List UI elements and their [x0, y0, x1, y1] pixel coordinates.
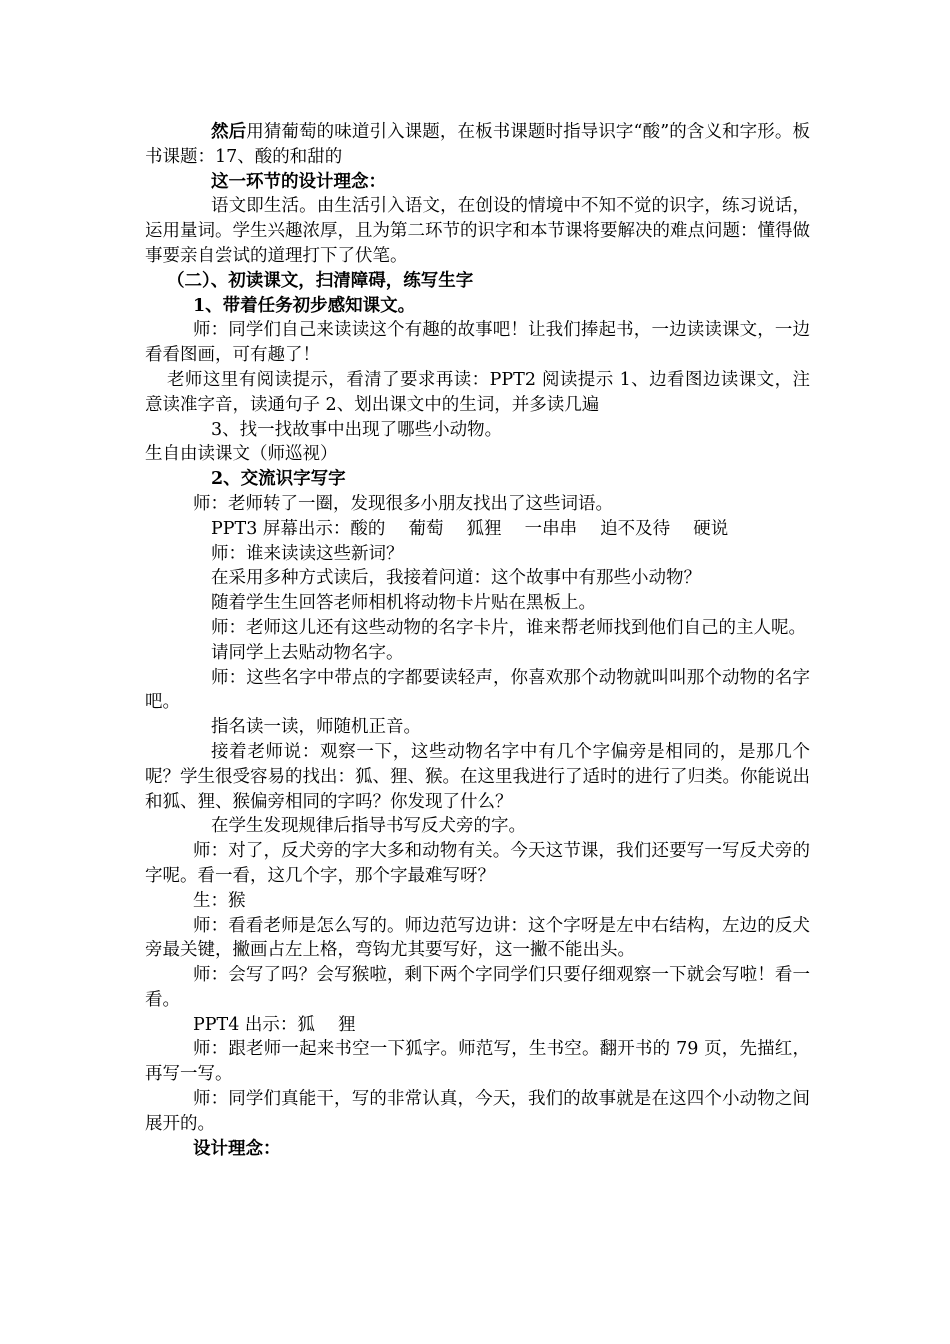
- paragraph: 师：会写了吗？会写猴啦，剩下两个字同学们只要仔细观察一下就会写啦！看一看。: [145, 965, 810, 1010]
- paragraph-lead: 然后: [211, 122, 247, 142]
- paragraph: 在学生发现规律后指导书写反犬旁的字。: [211, 816, 526, 837]
- document-page: [145, 120, 810, 1161]
- paragraph: 语文即生活。由生活引入语文，在创设的情境中不知不觉的识字，练习说话，运用量词。学生兴趣浓厚，且为第二环节的识字和本节课将要解决的难点问题：懂得做事要亲自尝试的道理打下了伏笔。: [145, 196, 810, 266]
- heading-design-concept: 这一环节的设计理念：: [211, 171, 386, 192]
- heading-design-concept: 设计理念：: [193, 1138, 281, 1159]
- paragraph: 师：老师这儿还有这些动物的名字卡片，谁来帮老师找到他们自己的主人呢。: [211, 617, 806, 638]
- subsection-heading: 2、交流识字写字: [211, 469, 346, 490]
- paragraph: 随着学生生回答老师相机将动物卡片贴在黑板上。: [211, 593, 596, 614]
- paragraph: 3、找一找故事中出现了哪些小动物。: [211, 419, 503, 440]
- paragraph: 师：同学们自己来读读这个有趣的故事吧！让我们捧起书，一边读读课文，一边看看图画，可有趣了！: [145, 320, 810, 366]
- paragraph: 师：老师转了一圈，发现很多小朋友找出了这些词语。: [193, 493, 613, 514]
- paragraph: 师：对了，反犬旁的字大多和动物有关。今天这节课，我们还要写一写反犬旁的字呢。看一看，这几个字，那个字最难写呀？: [145, 841, 810, 886]
- section-heading: （二）、初读课文，扫清障碍，练写生字: [167, 270, 474, 291]
- paragraph: 师：这些名字中带点的字都要读轻声，你喜欢那个动物就叫叫那个动物的名字吧。: [145, 667, 810, 713]
- paragraph: 接着老师说：观察一下，这些动物名字中有几个字偏旁是相同的，是那几个呢？学生很受容易的找出：狐、狸、猴。在这里我进行了适时的进行了归类。你能说出和狐、狸、猴偏旁相同的字吗？你发现了什么？: [145, 741, 810, 812]
- paragraph: 在采用多种方式读后，我接着问道：这个故事中有那些小动物？: [211, 568, 701, 589]
- paragraph: 生自由读课文（师巡视）: [145, 444, 338, 465]
- paragraph: 生：猴: [193, 890, 246, 911]
- paragraph: PPT3 屏幕出示：酸的 葡萄 狐狸 一串串 迫不及待 硬说: [211, 518, 729, 539]
- paragraph: 师：跟老师一起来书空一下狐字。师范写，生书空。翻开书的 79 页，先描红，再写一写。: [145, 1039, 810, 1085]
- paragraph-intro: 然后用猜葡萄的味道引入课题，在板书课题时指导识字“酸”的含义和字形。板书课题：17、酸的和甜的: [145, 122, 810, 167]
- paragraph: 指名读一读，师随机正音。: [211, 717, 421, 738]
- paragraph: PPT4 出示：狐 狸: [193, 1014, 356, 1035]
- paragraph: 师：谁来读读这些新词？: [211, 543, 404, 564]
- subsection-heading: 1、带着任务初步感知课文。: [193, 295, 416, 316]
- paragraph: 请同学上去贴动物名字。: [211, 642, 404, 663]
- paragraph: 老师这里有阅读提示，看清了要求再读：PPT2 阅读提示 1、边看图边读课文，注意读准字音，读通句子 2、划出课文中的生词，并多读几遍: [145, 369, 810, 415]
- paragraph: 师：同学们真能干，写的非常认真，今天，我们的故事就是在这四个小动物之间展开的。: [145, 1089, 810, 1134]
- paragraph: 师：看看老师是怎么写的。师边范写边讲：这个字呀是左中右结构，左边的反犬旁最关键，撇画占左上格，弯钩尤其要写好，这一撇不能出头。: [145, 915, 810, 961]
